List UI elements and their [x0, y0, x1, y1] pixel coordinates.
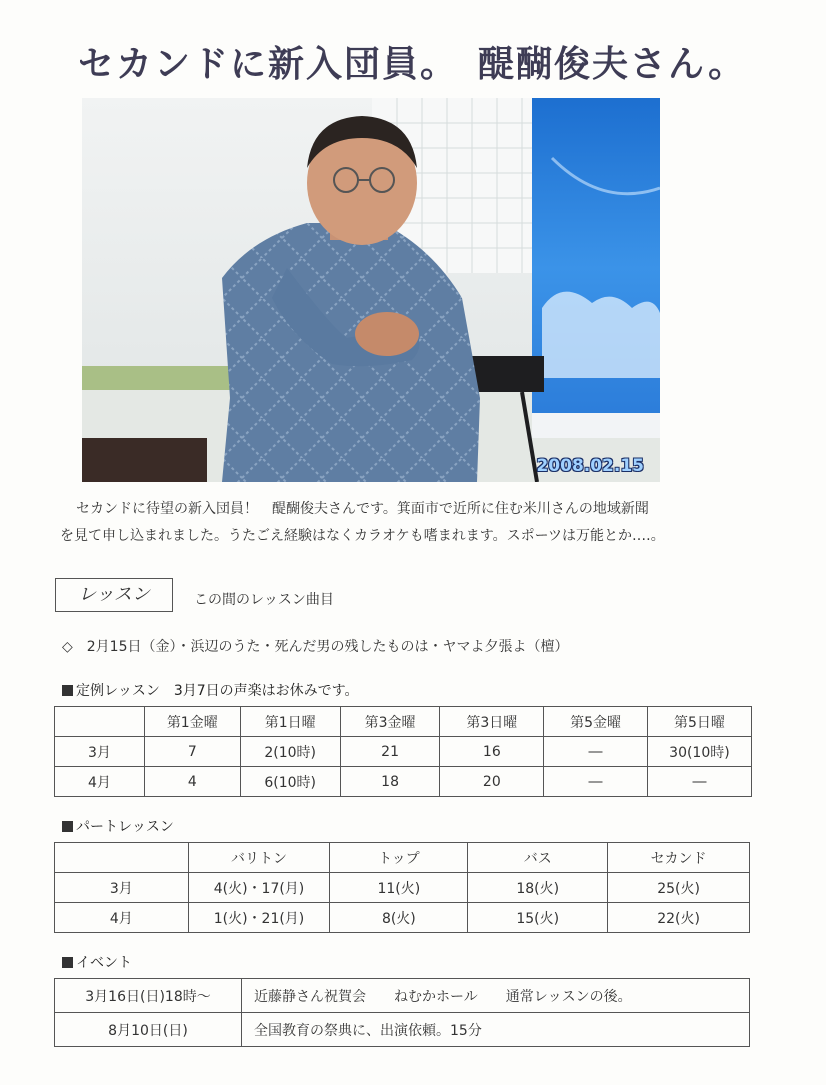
- event-date-cell: 3月16日(日)18時～: [55, 979, 242, 1013]
- table-row: [55, 737, 752, 767]
- table-cell: 15(火): [468, 903, 608, 933]
- regular-lesson-table: [54, 706, 752, 797]
- square-bullet-icon: [62, 821, 73, 832]
- part-lesson-table: [54, 842, 750, 933]
- photo-illustration: [82, 98, 660, 482]
- table-cell: 21: [340, 737, 440, 767]
- table-cell: 18: [340, 767, 440, 797]
- table-cell: 16: [440, 737, 544, 767]
- table-cell: 20: [440, 767, 544, 797]
- table-cell: 11(火): [330, 873, 468, 903]
- part-lesson-heading: [62, 816, 174, 836]
- table-cell: 8(火): [330, 903, 468, 933]
- table-header-cell: セカンド: [608, 843, 750, 873]
- table-cell: 22(火): [608, 903, 750, 933]
- table-cell: 4月: [55, 903, 189, 933]
- table-cell: 4: [144, 767, 240, 797]
- table-cell: 18(火): [468, 873, 608, 903]
- table-header-cell: 第3金曜: [340, 707, 440, 737]
- table-row: [55, 873, 750, 903]
- table-cell: 2(10時): [240, 737, 340, 767]
- table-header-cell: 第1金曜: [144, 707, 240, 737]
- event-heading-text: イベント: [76, 955, 132, 971]
- table-cell: 4月: [55, 767, 145, 797]
- table-cell: 4(火)・17(月): [188, 873, 330, 903]
- event-table: [54, 978, 750, 1047]
- intro-line-2: を見て申し込まれました。うたごえ経験はなくカラオケも嗜まれます。スポーツは万能とか‥‥。: [60, 528, 665, 544]
- table-header-cell: 第5日曜: [647, 707, 751, 737]
- table-row: [55, 1013, 750, 1047]
- table-header-row: [55, 707, 752, 737]
- table-header-row: [55, 843, 750, 873]
- lesson-caption: この間のレッスン曲目: [194, 592, 334, 608]
- table-cell: ―: [647, 767, 751, 797]
- member-photo: [82, 98, 660, 482]
- table-header-cell: トップ: [330, 843, 468, 873]
- photo-date-stamp: 2008.02.15: [536, 456, 644, 476]
- table-row: [55, 979, 750, 1013]
- table-header-cell: 第3日曜: [440, 707, 544, 737]
- table-cell: ―: [544, 767, 648, 797]
- table-row: [55, 903, 750, 933]
- page-title: セカンドに新入団員。 醍醐俊夫さん。: [78, 44, 747, 85]
- square-bullet-icon: [62, 957, 73, 968]
- event-date-cell: 8月10日(日): [55, 1013, 242, 1047]
- table-header-cell: [55, 707, 145, 737]
- table-cell: ―: [544, 737, 648, 767]
- regular-lesson-heading: [62, 680, 359, 700]
- event-heading: [62, 952, 132, 972]
- table-cell: 1(火)・21(月): [188, 903, 330, 933]
- table-header-cell: バス: [468, 843, 608, 873]
- table-cell: 7: [144, 737, 240, 767]
- table-header-cell: [55, 843, 189, 873]
- table-cell: 30(10時): [647, 737, 751, 767]
- table-header-cell: 第5金曜: [544, 707, 648, 737]
- part-lesson-heading-text: パートレッスン: [76, 819, 174, 835]
- table-cell: 3月: [55, 737, 145, 767]
- regular-lesson-heading-text: 定例レッスン 3月7日の声楽はお休みです。: [76, 683, 359, 699]
- table-cell: 3月: [55, 873, 189, 903]
- lesson-songs: ◇ 2月15日（金）・浜辺のうた・死んだ男の残したものは・ヤマよ夕張よ（檀）: [62, 639, 569, 655]
- table-cell: 25(火): [608, 873, 750, 903]
- table-row: [55, 767, 752, 797]
- event-description-cell: 全国教育の祭典に、出演依頼。15分: [242, 1013, 750, 1047]
- table-header-cell: バリトン: [188, 843, 330, 873]
- event-description-cell: 近藤静さん祝賀会 ねむかホール 通常レッスンの後。: [242, 979, 750, 1013]
- square-bullet-icon: [62, 685, 73, 696]
- table-cell: 6(10時): [240, 767, 340, 797]
- lesson-label-box: レッスン: [55, 578, 173, 612]
- table-header-cell: 第1日曜: [240, 707, 340, 737]
- intro-line-1: セカンドに待望の新入団員！ 醍醐俊夫さんです。箕面市で近所に住む米川さんの地域新聞: [76, 501, 649, 517]
- intro-paragraph: [60, 496, 760, 550]
